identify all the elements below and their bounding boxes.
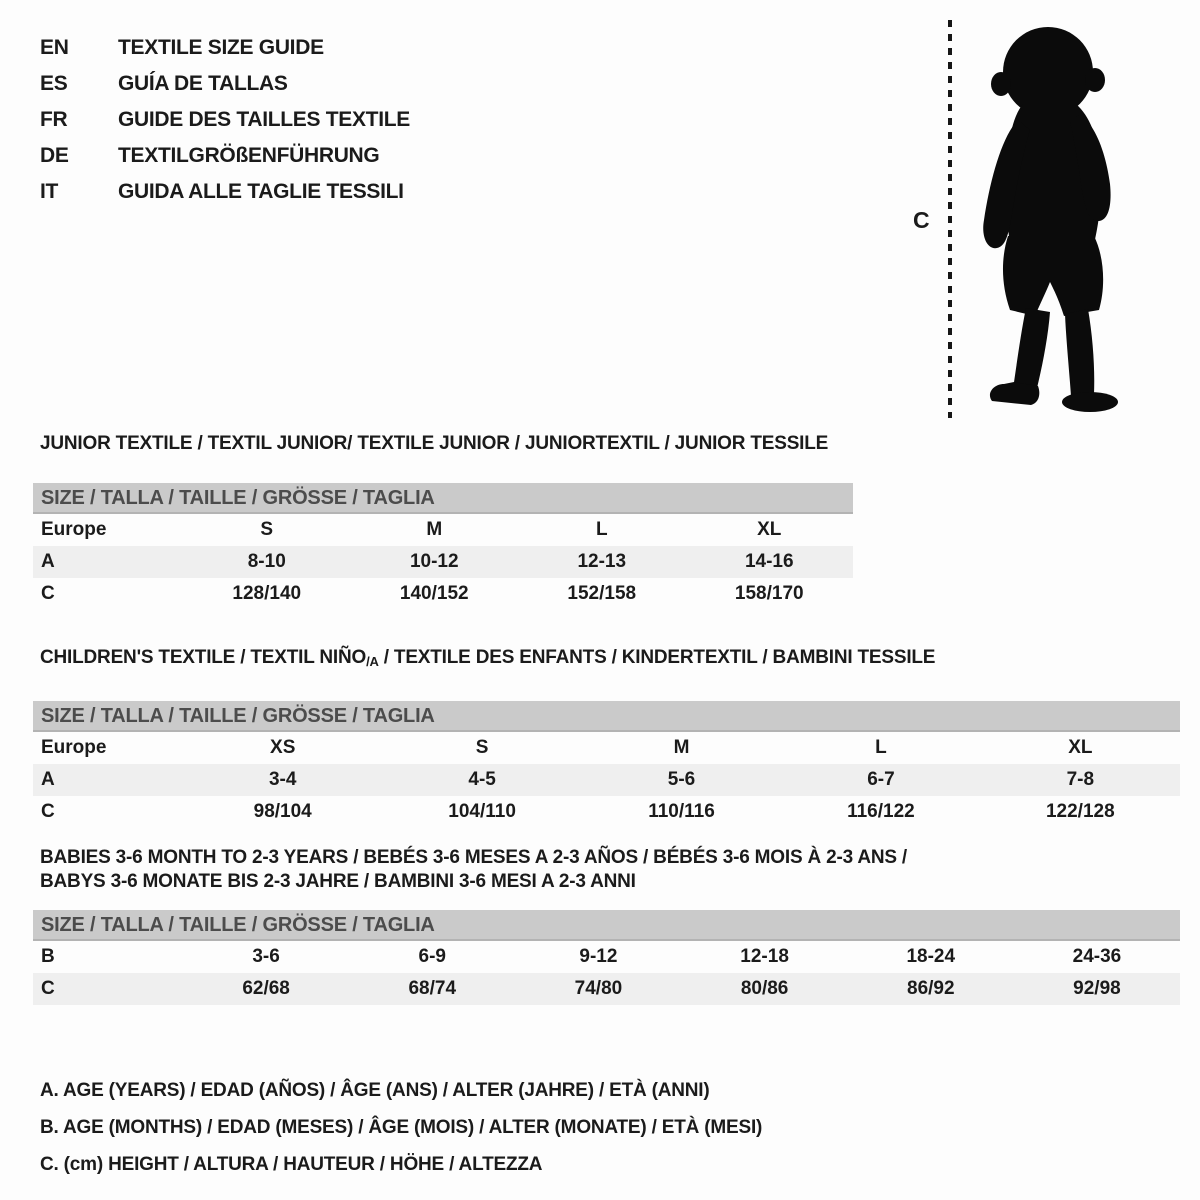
height-cell: 98/104 [253, 801, 312, 822]
age-cell: 10-12 [409, 551, 459, 572]
language-row-es [40, 66, 410, 102]
height-cell: 68/74 [408, 978, 457, 999]
age-cell: 7-8 [1066, 769, 1095, 790]
height-cell: 86/92 [907, 978, 955, 999]
table-row-height-cm [33, 796, 1180, 828]
row-label: Europe [41, 737, 107, 758]
age-cell: 6-9 [418, 946, 446, 967]
legend-block [40, 1072, 762, 1183]
height-cell: 80/86 [740, 978, 789, 999]
section-title-pre: CHILDREN'S TEXTILE / TEXTIL NIÑO [40, 647, 367, 668]
age-cell: 9-12 [579, 946, 618, 967]
section-title-line2: BABYS 3-6 MONATE BIS 2-3 JAHRE / BAMBINI 3-6 MESI A 2-3 ANNI [40, 871, 636, 892]
language-title-block [40, 30, 410, 210]
height-cell: 74/80 [574, 978, 623, 999]
table-row-europe [33, 732, 1180, 764]
age-cell: 3-4 [268, 769, 297, 790]
size-cell: XL [757, 519, 782, 540]
age-cell: 24-36 [1072, 946, 1122, 967]
row-label: A [41, 551, 55, 572]
size-cell: M [426, 519, 443, 540]
height-cell: 122/128 [1045, 801, 1115, 822]
age-cell: 14-16 [744, 551, 794, 572]
age-cell: 5-6 [667, 769, 696, 790]
language-title: TEXTILE SIZE GUIDE [118, 36, 324, 59]
section-title-line1: BABIES 3-6 MONTH TO 2-3 YEARS / BEBÉS 3-6 MESES A 2-3 AÑOS / BÉBÉS 3-6 MOIS À 2-3 ANS / [40, 847, 908, 868]
row-label: A [41, 769, 55, 790]
section-title: JUNIOR TEXTILE / TEXTIL JUNIOR/ TEXTILE JUNIOR / JUNIORTEXTIL / JUNIOR TESSILE [40, 433, 829, 454]
age-cell: 8-10 [247, 551, 286, 572]
table-row-age-years [33, 764, 1180, 796]
section-title [33, 646, 1180, 674]
height-cell: 152/158 [567, 583, 637, 604]
age-cell: 18-24 [906, 946, 956, 967]
language-title: GUIDE DES TAILLES TEXTILE [118, 108, 410, 131]
section-title-post: / TEXTILE DES ENFANTS / KINDERTEXTIL / BAMBINI TESSILE [378, 647, 936, 668]
height-cell: 62/68 [242, 978, 290, 999]
language-code: IT [40, 180, 59, 203]
size-header-bar: SIZE / TALLA / TAILLE / GRÖSSE / TAGLIA [33, 910, 1180, 941]
language-row-fr [40, 102, 410, 138]
size-header-bar: SIZE / TALLA / TAILLE / GRÖSSE / TAGLIA [33, 483, 853, 514]
language-code: EN [40, 36, 69, 59]
height-cell: 158/170 [734, 583, 804, 604]
age-cell: 12-13 [577, 551, 627, 572]
toddler-silhouette-icon [968, 22, 1143, 420]
language-row-it [40, 174, 410, 210]
row-label: C [41, 583, 55, 604]
age-cell: 12-18 [740, 946, 789, 967]
section-childrens-textile [33, 646, 1180, 828]
age-cell: 4-5 [468, 769, 496, 790]
section-junior-textile [33, 432, 853, 610]
age-cell: 6-7 [867, 769, 895, 790]
legend-line-c: C. (cm) HEIGHT / ALTURA / HAUTEUR / HÖHE / ALTEZZA [40, 1154, 543, 1175]
language-row-en [40, 30, 410, 66]
row-label: B [41, 946, 55, 967]
size-cell: L [875, 737, 887, 758]
section-babies-textile [33, 846, 1180, 1005]
height-cell: 140/152 [399, 583, 469, 604]
size-cell: L [595, 519, 608, 540]
height-cell: 92/98 [1073, 978, 1121, 999]
language-title: TEXTILGRÖßENFÜHRUNG [118, 144, 380, 167]
table-row-age-months [33, 941, 1180, 973]
language-code: ES [40, 72, 68, 95]
size-cell: S [260, 519, 274, 540]
language-row-de [40, 138, 410, 174]
row-label: C [41, 801, 55, 822]
language-code: DE [40, 144, 69, 167]
language-title: GUIDA ALLE TAGLIE TESSILI [118, 180, 404, 203]
table-row-height-cm [33, 973, 1180, 1005]
row-label: Europe [41, 519, 107, 540]
language-code: FR [40, 108, 68, 131]
legend-line-a: A. AGE (YEARS) / EDAD (AÑOS) / ÂGE (ANS) / ALTER (JAHRE) / ETÀ (ANNI) [40, 1080, 710, 1101]
table-row-height-cm [33, 578, 853, 610]
language-title: GUÍA DE TALLAS [118, 72, 288, 95]
height-measure-label: C [913, 207, 930, 233]
row-label: C [41, 978, 55, 999]
size-cell: S [475, 737, 489, 758]
legend-line-b: B. AGE (MONTHS) / EDAD (MESES) / ÂGE (MOIS) / ALTER (MONATE) / ETÀ (MESI) [40, 1117, 763, 1138]
section-title-subscript: /A [366, 654, 379, 669]
height-measure-dashed-line [948, 20, 952, 418]
age-cell: 3-6 [252, 946, 280, 967]
height-cell: 110/116 [648, 801, 715, 822]
height-cell: 104/110 [448, 801, 516, 822]
size-cell: XS [270, 737, 296, 758]
size-cell: XL [1068, 737, 1093, 758]
table-row-age-years [33, 546, 853, 578]
height-cell: 128/140 [232, 583, 302, 604]
size-header-bar: SIZE / TALLA / TAILLE / GRÖSSE / TAGLIA [33, 701, 1180, 732]
table-row-europe [33, 514, 853, 546]
size-cell: M [673, 737, 690, 758]
height-cell: 116/122 [847, 801, 915, 822]
